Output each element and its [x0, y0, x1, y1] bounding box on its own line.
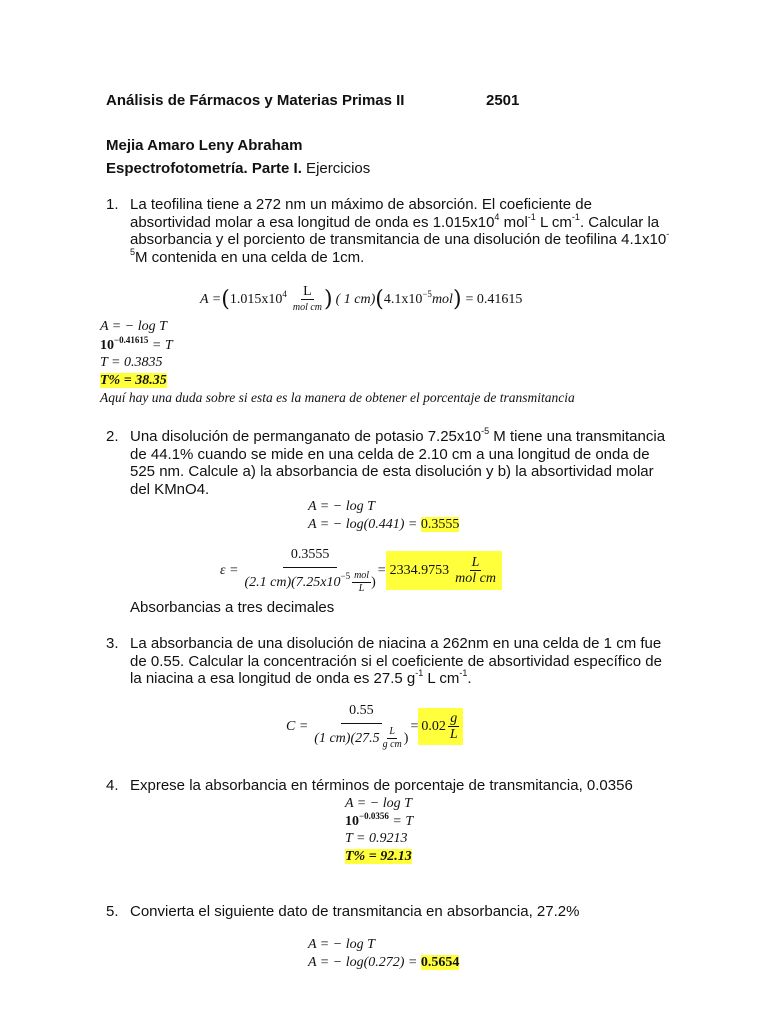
ex3-eq2: =: [410, 718, 419, 734]
ex5-number: 5.: [106, 903, 119, 920]
ex2-l1c: M tiene una transmitancia: [489, 428, 666, 445]
ex3-den-fn: L: [389, 726, 395, 737]
ex1-eq-frac: [291, 284, 324, 315]
ex1-eq-result: = 0.41615: [465, 291, 523, 307]
ex3-numerator: 0.55: [341, 702, 382, 724]
ex3-l3a: la niacina a esa longitud de onda es 27.5 g: [130, 670, 416, 687]
ex2-eq2: =: [377, 562, 386, 578]
ex1-l2g: . Calcular la: [579, 213, 660, 231]
ex2-result-value: 2334.9753: [389, 562, 450, 578]
ex5-s1: A = − log T: [308, 937, 375, 952]
ex2-den-exp: −5: [340, 571, 351, 581]
ex3-res-fd: L: [449, 727, 458, 742]
ex1-paren-open: (: [221, 286, 230, 312]
ex2-res-fd: mol cm: [455, 571, 496, 586]
group-number: 2501: [486, 92, 520, 109]
ex1-l2a: absortividad molar a esa longitud de onda es 1.015x10: [130, 213, 495, 231]
ex2-den-a: (2.1 cm)(7.25x10: [244, 575, 341, 590]
ex3-den-b: ): [403, 731, 409, 746]
ex4-step3: [345, 830, 407, 847]
ex3-number: 3.: [106, 635, 119, 652]
ex1-main-equation: [200, 284, 522, 315]
ex1-note: [100, 390, 575, 406]
ex4-s2a: 10: [345, 814, 359, 829]
ex2-den-fd: L: [358, 583, 365, 594]
ex1-line1-text: La teofilina tiene a 272 nm un máximo de absorción. El coeficiente de: [130, 196, 592, 213]
ex4-number: 4.: [106, 777, 119, 794]
ex2-eps-frac: [242, 546, 377, 595]
ex1-s4-highlight: T% = 38.35: [100, 373, 167, 388]
ex1-paren-close2: ): [452, 286, 462, 312]
course-title: Análisis de Fármacos y Materias Primas II: [106, 92, 405, 109]
ex4-s3: T = 0.9213: [345, 831, 408, 846]
ex2-res-fn: L: [471, 555, 480, 570]
ex1-l4a: 5: [130, 246, 136, 257]
ex1-eq-cexp: −5: [422, 288, 432, 299]
ex2-s1: A = − log T: [308, 499, 375, 514]
topic-bold: Espectrofotometría. Parte I.: [106, 160, 302, 177]
ex2-l1b: -5: [481, 426, 490, 436]
ex2-den-b: ): [371, 575, 376, 590]
ex3-line1: La absorbancia de una disolución de niacina a 262nm en una celda de 1 cm fue: [130, 635, 662, 652]
ex5-statement: Convierta el siguiente dato de transmitancia en absorbancia, 27.2%: [130, 903, 580, 920]
ex4-statement: Exprese la absorbancia en términos de porcentaje de transmitancia, 0.0356: [130, 777, 633, 794]
ex4-s4-highlight: T% = 92.13: [345, 849, 412, 864]
ex1-eq-conc: 4.1x10: [383, 291, 423, 307]
ex1-l2c: mol: [499, 213, 528, 231]
ex1-eq-coef: 1.015x10: [229, 291, 283, 307]
ex1-l4b: M contenida en una celda de 1cm.: [135, 248, 365, 266]
ex2-line3: 525 nm. Calcule a) la absorbancia de esta disolución y b) la absortividad molar: [130, 463, 654, 480]
ex2-result-frac: [453, 555, 498, 586]
ex2-result-box: [386, 551, 502, 590]
ex2-statement: [130, 426, 666, 498]
ex2-s2: A = − log(0.441) =: [308, 517, 421, 532]
ex1-s3: T = 0.3835: [100, 355, 163, 370]
ex1-line2: [130, 211, 662, 232]
ex3-l3b: -1: [415, 668, 424, 678]
ex3-line3: [130, 670, 662, 688]
ex1-eq-fn: L: [303, 284, 312, 299]
topic-rest: Ejercicios: [301, 160, 371, 177]
ex3-statement: [130, 635, 662, 688]
ex3-c: C =: [286, 718, 309, 734]
ex2-number: 2.: [106, 428, 119, 445]
ex5-s2-result-highlight: 0.5654: [420, 955, 460, 970]
ex1-paren-close: ): [324, 286, 333, 312]
ex1-l2d: -1: [527, 211, 536, 222]
ex2-eps-denominator: [242, 568, 377, 595]
ex3-den-fd: g cm: [382, 739, 402, 750]
ex4-step2: [345, 813, 413, 830]
ex1-number: 1.: [106, 196, 119, 213]
ex2-eps: ε =: [220, 562, 239, 578]
ex2-line1: [130, 426, 666, 446]
ex2-line4: del KMnO4.: [130, 480, 210, 498]
ex3-den-a: (1 cm)(27.5: [314, 731, 380, 746]
ex1-line3: [130, 229, 670, 249]
ex1-l3b: -: [666, 229, 670, 239]
ex4-s2b: −0.0356: [359, 811, 389, 821]
ex2-step1: [308, 498, 375, 515]
ex2-step2: [308, 516, 459, 533]
ex3-c-frac: [312, 702, 410, 751]
ex2-den-frac: [352, 570, 371, 595]
ex1-l2f: -1: [571, 211, 580, 222]
ex1-eq-cell: ( 1 cm): [335, 291, 376, 307]
ex4-s1: A = − log T: [345, 796, 412, 811]
ex1-eq-fd: mol cm: [292, 302, 323, 313]
ex3-concentration-equation: [286, 702, 463, 751]
ex1-line1: [130, 196, 662, 214]
ex1-note-text: Aquí hay una duda sobre si esta es la manera de obtener el porcentaje de transmitancia: [100, 390, 575, 405]
student-name: Mejia Amaro Leny Abraham: [106, 137, 303, 154]
ex5-s2: A = − log(0.272) =: [308, 955, 421, 970]
ex2-eps-numerator: 0.3555: [283, 546, 338, 568]
ex4-step1: [345, 795, 412, 812]
ex1-eq-mol: mol: [431, 291, 453, 307]
ex1-s2b: −0.41615: [114, 335, 149, 345]
ex2-epsilon-equation: [220, 546, 502, 595]
ex1-l2b: 4: [494, 211, 500, 222]
ex2-footnote: Absorbancias a tres decimales: [130, 599, 335, 616]
ex3-l3e: .: [467, 670, 472, 687]
ex3-den-frac: [381, 726, 404, 751]
ex4-s2c: = T: [388, 814, 414, 829]
ex3-l3c: L cm: [423, 670, 460, 687]
ex1-paren-open2: (: [375, 286, 384, 312]
ex2-den-fn: mol: [354, 570, 370, 581]
ex1-line4: [130, 246, 662, 267]
ex1-l2e: L cm: [535, 213, 572, 231]
ex1-s2a: 10: [100, 338, 114, 353]
ex3-result-value: 0.02: [421, 718, 446, 734]
ex2-s2-result-highlight: 0.3555: [420, 517, 460, 532]
ex3-line2: de 0.55. Calcular la concentración si el coeficiente de absortividad específico de: [130, 652, 662, 670]
ex1-statement: [130, 196, 670, 266]
ex1-l3a: absorbancia y el porciento de transmitancia de una disolución de teofilina 4.1x10: [130, 231, 667, 248]
ex1-s1: A = − log T: [100, 319, 167, 334]
ex1-eq-A: A =: [200, 291, 222, 307]
ex4-step4: [345, 848, 412, 865]
ex3-result-frac: [448, 711, 460, 742]
ex1-step1: [100, 318, 167, 335]
ex2-l1a: Una disolución de permanganato de potasio 7.25x10: [130, 428, 482, 445]
ex3-denominator: [312, 724, 410, 751]
ex2-line2: de 44.1% cuando se mide en una celda de 2.10 cm a una longitud de onda de: [130, 445, 650, 463]
ex3-result-box: [418, 708, 462, 745]
ex1-step4: [100, 372, 167, 389]
ex5-step2: [308, 954, 459, 971]
topic-line: [106, 160, 370, 178]
ex3-res-fn: g: [450, 711, 458, 726]
ex5-step1: [308, 936, 375, 953]
ex3-l3d: -1: [459, 668, 468, 678]
ex1-s2c: = T: [148, 338, 173, 353]
ex1-eq-exp: 4: [282, 288, 287, 299]
ex1-step2: [100, 337, 173, 354]
ex1-step3: [100, 354, 162, 371]
